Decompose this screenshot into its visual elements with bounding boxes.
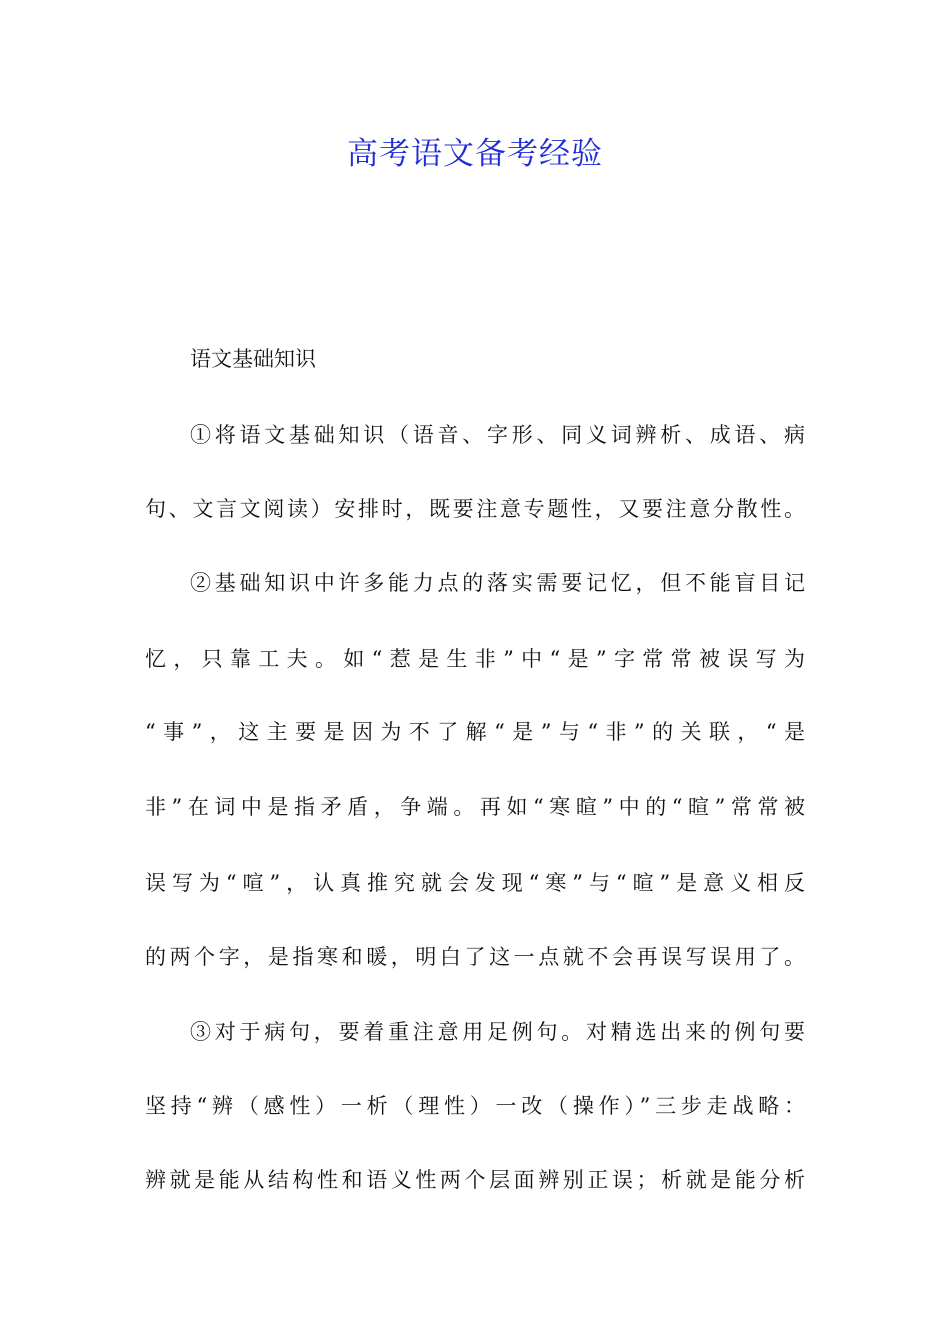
paragraph-2-line-5: 误写为“喧”，认真推究就会发现“寒”与“暄”是意义相反 xyxy=(145,871,805,895)
paragraph-2-line-1: ②基础知识中许多能力点的落实需要记忆，但不能盲目记 xyxy=(190,571,805,595)
paragraph-2-line-6: 的两个字，是指寒和暖，明白了这一点就不会再误写误用了。 xyxy=(145,945,805,969)
document-title: 高考语文备考经验 xyxy=(347,136,603,172)
paragraph-3-line-1: ③对于病句，要着重注意用足例句。对精选出来的例句要 xyxy=(190,1020,805,1044)
paragraph-2-line-3: “事”，这主要是因为不了解“是”与“非”的关联，“是 xyxy=(145,720,805,744)
paragraph-2-line-2: 忆，只靠工夫。如“惹是生非”中“是”字常常被误写为 xyxy=(145,647,805,671)
section-heading: 语文基础知识 xyxy=(190,347,316,371)
paragraph-1-line-1: ①将语文基础知识（语音、字形、同义词辨析、成语、病 xyxy=(190,423,805,447)
paragraph-3-line-3: 辨就是能从结构性和语义性两个层面辨别正误；析就是能分析 xyxy=(145,1168,805,1192)
paragraph-1-line-2: 句、文言文阅读）安排时，既要注意专题性，又要注意分散性。 xyxy=(145,497,805,521)
paragraph-2-line-4: 非”在词中是指矛盾，争端。再如“寒暄”中的“暄”常常被 xyxy=(145,795,805,819)
paragraph-3-line-2: 坚持“辨（感性）一析（理性）一改（操作）”三步走战略： xyxy=(145,1094,805,1118)
